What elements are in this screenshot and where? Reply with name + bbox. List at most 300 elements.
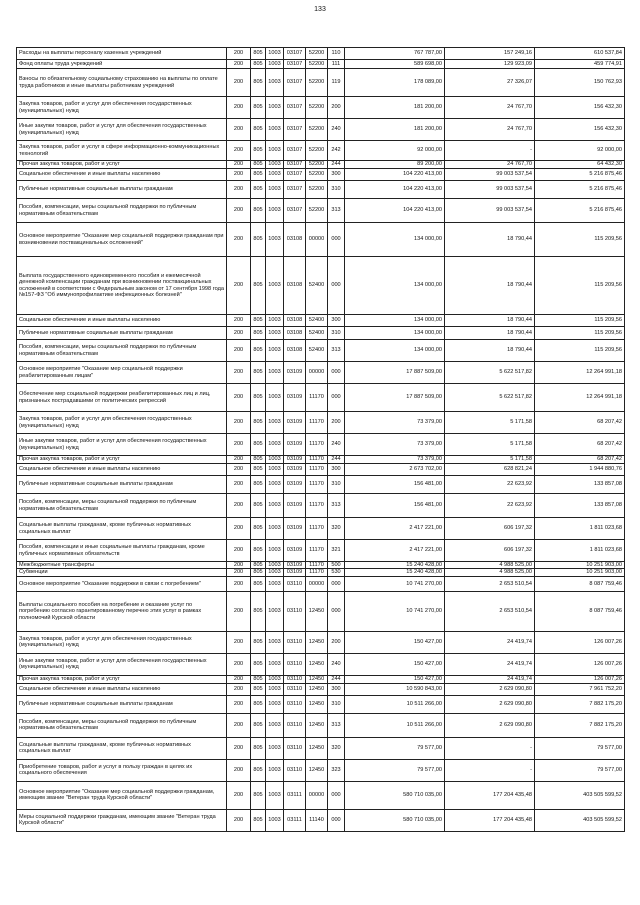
- expense-type-cell: 119: [328, 69, 345, 97]
- subsection-code-cell: 1003: [266, 653, 284, 675]
- remaining-amount-cell: 156 432,30: [535, 119, 625, 141]
- table-row: [17, 464, 625, 476]
- direction-code-cell: 52200: [306, 161, 328, 169]
- row-name-cell: Пособия, компенсации и иные социальные выплаты гражданам, кроме публичных нормативных обязательств: [17, 540, 227, 562]
- executed-amount-cell: 99 003 537,54: [445, 181, 535, 199]
- approved-amount-cell: 150 427,00: [345, 653, 445, 675]
- direction-code-cell: 12450: [306, 675, 328, 683]
- expense-type-cell: 000: [328, 781, 345, 809]
- remaining-amount-cell: 126 007,26: [535, 631, 625, 653]
- remaining-amount-cell: 403 505 599,52: [535, 781, 625, 809]
- approved-amount-cell: 17 887 509,00: [345, 384, 445, 412]
- table-row: [17, 737, 625, 759]
- direction-code-cell: 00000: [306, 223, 328, 257]
- remaining-amount-cell: 459 774,91: [535, 60, 625, 69]
- table-row: [17, 327, 625, 340]
- remaining-amount-cell: 126 007,26: [535, 653, 625, 675]
- remaining-amount-cell: 79 577,00: [535, 737, 625, 759]
- subsection-code-cell: 1003: [266, 518, 284, 540]
- expense-type-cell: 313: [328, 199, 345, 223]
- executed-amount-cell: 22 623,92: [445, 476, 535, 494]
- admin-code-cell: 200: [227, 631, 251, 653]
- approved-amount-cell: 10 741 270,00: [345, 591, 445, 631]
- program-code-cell: 03110: [284, 591, 306, 631]
- admin-code-cell: 200: [227, 653, 251, 675]
- direction-code-cell: 11170: [306, 476, 328, 494]
- admin-code-cell: 200: [227, 384, 251, 412]
- approved-amount-cell: 767 787,00: [345, 48, 445, 60]
- admin-code-cell: 200: [227, 540, 251, 562]
- section-code-cell: 805: [251, 591, 266, 631]
- row-name-cell: Прочая закупка товаров, работ и услуг: [17, 161, 227, 169]
- program-code-cell: 03107: [284, 161, 306, 169]
- subsection-code-cell: 1003: [266, 48, 284, 60]
- section-code-cell: 805: [251, 119, 266, 141]
- table-row: [17, 653, 625, 675]
- remaining-amount-cell: 115 209,56: [535, 315, 625, 327]
- subsection-code-cell: 1003: [266, 169, 284, 181]
- row-name-cell: Социальные выплаты гражданам, кроме публичных нормативных социальных выплат: [17, 737, 227, 759]
- table-row: [17, 476, 625, 494]
- expense-type-cell: 321: [328, 540, 345, 562]
- expense-type-cell: 310: [328, 181, 345, 199]
- program-code-cell: 03107: [284, 199, 306, 223]
- row-name-cell: Прочая закупка товаров, работ и услуг: [17, 675, 227, 683]
- subsection-code-cell: 1003: [266, 60, 284, 69]
- admin-code-cell: 200: [227, 518, 251, 540]
- direction-code-cell: 52200: [306, 169, 328, 181]
- section-code-cell: 805: [251, 476, 266, 494]
- table-row: [17, 97, 625, 119]
- remaining-amount-cell: 5 216 875,46: [535, 169, 625, 181]
- table-row: [17, 412, 625, 434]
- program-code-cell: 03108: [284, 257, 306, 315]
- table-row: [17, 576, 625, 591]
- executed-amount-cell: 5 171,58: [445, 434, 535, 456]
- approved-amount-cell: 17 887 509,00: [345, 362, 445, 384]
- section-code-cell: 805: [251, 199, 266, 223]
- executed-amount-cell: 99 003 537,54: [445, 199, 535, 223]
- direction-code-cell: 12450: [306, 631, 328, 653]
- admin-code-cell: 200: [227, 362, 251, 384]
- table-row: [17, 540, 625, 562]
- expense-type-cell: 111: [328, 60, 345, 69]
- approved-amount-cell: 10 590 843,00: [345, 683, 445, 695]
- direction-code-cell: 52200: [306, 141, 328, 161]
- program-code-cell: 03109: [284, 562, 306, 569]
- row-name-cell: Межбюджетные трансферты: [17, 562, 227, 569]
- executed-amount-cell: 24 419,74: [445, 675, 535, 683]
- program-code-cell: 03110: [284, 695, 306, 713]
- row-name-cell: Публичные нормативные социальные выплаты гражданам: [17, 327, 227, 340]
- admin-code-cell: 200: [227, 456, 251, 464]
- admin-code-cell: 200: [227, 60, 251, 69]
- row-name-cell: Основное мероприятие "Оказание поддержки в связи с погребением": [17, 576, 227, 591]
- executed-amount-cell: 22 623,92: [445, 494, 535, 518]
- remaining-amount-cell: 10 251 903,00: [535, 569, 625, 576]
- program-code-cell: 03110: [284, 631, 306, 653]
- executed-amount-cell: 5 622 517,82: [445, 384, 535, 412]
- table-row: [17, 683, 625, 695]
- section-code-cell: 805: [251, 631, 266, 653]
- approved-amount-cell: 134 000,00: [345, 340, 445, 362]
- table-row: [17, 362, 625, 384]
- subsection-code-cell: 1003: [266, 69, 284, 97]
- section-code-cell: 805: [251, 141, 266, 161]
- remaining-amount-cell: 1 811 023,68: [535, 518, 625, 540]
- row-name-cell: Приобретение товаров, работ и услуг в пользу граждан в целях их социального обеспечения: [17, 759, 227, 781]
- table-row: [17, 340, 625, 362]
- executed-amount-cell: 628 821,24: [445, 464, 535, 476]
- subsection-code-cell: 1003: [266, 759, 284, 781]
- admin-code-cell: 200: [227, 591, 251, 631]
- approved-amount-cell: 134 000,00: [345, 257, 445, 315]
- direction-code-cell: 00000: [306, 576, 328, 591]
- section-code-cell: 805: [251, 675, 266, 683]
- executed-amount-cell: 2 653 510,54: [445, 576, 535, 591]
- direction-code-cell: 00000: [306, 781, 328, 809]
- budget-table-body: [17, 48, 625, 832]
- direction-code-cell: 00000: [306, 362, 328, 384]
- program-code-cell: 03107: [284, 97, 306, 119]
- program-code-cell: 03109: [284, 540, 306, 562]
- section-code-cell: 805: [251, 464, 266, 476]
- section-code-cell: 805: [251, 569, 266, 576]
- section-code-cell: 805: [251, 737, 266, 759]
- row-name-cell: Основное мероприятие "Оказание мер социальной поддержки гражданам при возникновении поствакцинальных осложнений": [17, 223, 227, 257]
- approved-amount-cell: 580 710 035,00: [345, 809, 445, 831]
- expense-type-cell: 200: [328, 412, 345, 434]
- subsection-code-cell: 1003: [266, 713, 284, 737]
- executed-amount-cell: 4 988 525,00: [445, 562, 535, 569]
- approved-amount-cell: 89 200,00: [345, 161, 445, 169]
- approved-amount-cell: 15 240 428,00: [345, 569, 445, 576]
- subsection-code-cell: 1003: [266, 569, 284, 576]
- subsection-code-cell: 1003: [266, 97, 284, 119]
- remaining-amount-cell: 68 207,42: [535, 434, 625, 456]
- program-code-cell: 03110: [284, 737, 306, 759]
- remaining-amount-cell: 1 944 880,76: [535, 464, 625, 476]
- approved-amount-cell: 134 000,00: [345, 327, 445, 340]
- approved-amount-cell: 73 379,00: [345, 434, 445, 456]
- table-row: [17, 384, 625, 412]
- table-row: [17, 562, 625, 569]
- approved-amount-cell: 134 000,00: [345, 315, 445, 327]
- executed-amount-cell: 177 204 435,48: [445, 809, 535, 831]
- executed-amount-cell: -: [445, 737, 535, 759]
- program-code-cell: 03108: [284, 340, 306, 362]
- subsection-code-cell: 1003: [266, 384, 284, 412]
- expense-type-cell: 244: [328, 161, 345, 169]
- table-row: [17, 781, 625, 809]
- admin-code-cell: 200: [227, 494, 251, 518]
- table-row: [17, 494, 625, 518]
- program-code-cell: 03108: [284, 223, 306, 257]
- executed-amount-cell: 5 622 517,82: [445, 362, 535, 384]
- direction-code-cell: 11170: [306, 562, 328, 569]
- program-code-cell: 03110: [284, 675, 306, 683]
- admin-code-cell: 200: [227, 464, 251, 476]
- section-code-cell: 805: [251, 60, 266, 69]
- table-row: [17, 119, 625, 141]
- row-name-cell: Иные закупки товаров, работ и услуг для обеспечения государственных (муниципальных) нужд: [17, 434, 227, 456]
- admin-code-cell: 200: [227, 434, 251, 456]
- executed-amount-cell: 24 767,70: [445, 97, 535, 119]
- executed-amount-cell: 18 790,44: [445, 257, 535, 315]
- row-name-cell: Социальное обеспечение и иные выплаты населению: [17, 464, 227, 476]
- direction-code-cell: 52200: [306, 97, 328, 119]
- table-row: [17, 199, 625, 223]
- expense-type-cell: 000: [328, 809, 345, 831]
- row-name-cell: Закупка товаров, работ и услуг для обеспечения государственных (муниципальных) нужд: [17, 631, 227, 653]
- executed-amount-cell: 606 197,32: [445, 518, 535, 540]
- program-code-cell: 03107: [284, 48, 306, 60]
- program-code-cell: 03108: [284, 327, 306, 340]
- subsection-code-cell: 1003: [266, 540, 284, 562]
- direction-code-cell: 12450: [306, 713, 328, 737]
- expense-type-cell: 530: [328, 569, 345, 576]
- admin-code-cell: 200: [227, 69, 251, 97]
- admin-code-cell: 200: [227, 257, 251, 315]
- executed-amount-cell: 129 923,09: [445, 60, 535, 69]
- section-code-cell: 805: [251, 518, 266, 540]
- approved-amount-cell: 104 220 413,00: [345, 181, 445, 199]
- direction-code-cell: 52200: [306, 48, 328, 60]
- admin-code-cell: 200: [227, 809, 251, 831]
- section-code-cell: 805: [251, 540, 266, 562]
- expense-type-cell: 000: [328, 257, 345, 315]
- table-row: [17, 713, 625, 737]
- section-code-cell: 805: [251, 781, 266, 809]
- section-code-cell: 805: [251, 412, 266, 434]
- expense-type-cell: 313: [328, 340, 345, 362]
- expense-type-cell: 110: [328, 48, 345, 60]
- approved-amount-cell: 2 673 702,00: [345, 464, 445, 476]
- subsection-code-cell: 1003: [266, 199, 284, 223]
- subsection-code-cell: 1003: [266, 456, 284, 464]
- row-name-cell: Пособия, компенсации, меры социальной поддержки по публичным нормативным обязательствам: [17, 713, 227, 737]
- subsection-code-cell: 1003: [266, 362, 284, 384]
- program-code-cell: 03109: [284, 569, 306, 576]
- expense-type-cell: 240: [328, 119, 345, 141]
- subsection-code-cell: 1003: [266, 695, 284, 713]
- section-code-cell: 805: [251, 327, 266, 340]
- admin-code-cell: 200: [227, 119, 251, 141]
- remaining-amount-cell: 7 882 175,20: [535, 695, 625, 713]
- approved-amount-cell: 150 427,00: [345, 675, 445, 683]
- expense-type-cell: 310: [328, 695, 345, 713]
- row-name-cell: Основное мероприятие "Оказание мер социальной поддержки гражданам, имеющим звание "Ветеран труда Курской области": [17, 781, 227, 809]
- row-name-cell: Взносы по обязательному социальному страхованию на выплаты по оплате труда работников и иные выплаты работникам учреждений: [17, 69, 227, 97]
- section-code-cell: 805: [251, 653, 266, 675]
- row-name-cell: Пособия, компенсации, меры социальной поддержки по публичным нормативным обязательствам: [17, 199, 227, 223]
- table-row: [17, 60, 625, 69]
- program-code-cell: 03110: [284, 576, 306, 591]
- admin-code-cell: 200: [227, 327, 251, 340]
- admin-code-cell: 200: [227, 97, 251, 119]
- program-code-cell: 03111: [284, 809, 306, 831]
- section-code-cell: 805: [251, 48, 266, 60]
- approved-amount-cell: 10 741 270,00: [345, 576, 445, 591]
- expense-type-cell: 200: [328, 97, 345, 119]
- remaining-amount-cell: 8 087 759,46: [535, 576, 625, 591]
- table-row: [17, 591, 625, 631]
- approved-amount-cell: 79 577,00: [345, 759, 445, 781]
- approved-amount-cell: 181 200,00: [345, 119, 445, 141]
- table-row: [17, 434, 625, 456]
- admin-code-cell: 200: [227, 562, 251, 569]
- table-row: [17, 69, 625, 97]
- section-code-cell: 805: [251, 340, 266, 362]
- section-code-cell: 805: [251, 181, 266, 199]
- admin-code-cell: 200: [227, 169, 251, 181]
- subsection-code-cell: 1003: [266, 737, 284, 759]
- executed-amount-cell: 24 767,70: [445, 161, 535, 169]
- executed-amount-cell: 4 988 525,00: [445, 569, 535, 576]
- expense-type-cell: 000: [328, 591, 345, 631]
- remaining-amount-cell: 156 432,30: [535, 97, 625, 119]
- subsection-code-cell: 1003: [266, 476, 284, 494]
- remaining-amount-cell: 610 537,84: [535, 48, 625, 60]
- section-code-cell: 805: [251, 494, 266, 518]
- direction-code-cell: 12450: [306, 653, 328, 675]
- program-code-cell: 03109: [284, 434, 306, 456]
- table-row: [17, 257, 625, 315]
- expense-type-cell: 240: [328, 653, 345, 675]
- direction-code-cell: 11170: [306, 494, 328, 518]
- subsection-code-cell: 1003: [266, 494, 284, 518]
- row-name-cell: Закупка товаров, работ и услуг в сфере информационно-коммуникационных технологий: [17, 141, 227, 161]
- subsection-code-cell: 1003: [266, 119, 284, 141]
- approved-amount-cell: 589 698,00: [345, 60, 445, 69]
- section-code-cell: 805: [251, 695, 266, 713]
- subsection-code-cell: 1003: [266, 161, 284, 169]
- table-row: [17, 315, 625, 327]
- subsection-code-cell: 1003: [266, 562, 284, 569]
- subsection-code-cell: 1003: [266, 591, 284, 631]
- table-row: [17, 809, 625, 831]
- row-name-cell: Социальное обеспечение и иные выплаты населению: [17, 683, 227, 695]
- executed-amount-cell: 18 790,44: [445, 223, 535, 257]
- expense-type-cell: 244: [328, 675, 345, 683]
- direction-code-cell: 12450: [306, 695, 328, 713]
- approved-amount-cell: 79 577,00: [345, 737, 445, 759]
- direction-code-cell: 11140: [306, 809, 328, 831]
- approved-amount-cell: 580 710 035,00: [345, 781, 445, 809]
- budget-table: [16, 47, 625, 832]
- expense-type-cell: 500: [328, 562, 345, 569]
- program-code-cell: 03109: [284, 412, 306, 434]
- direction-code-cell: 52400: [306, 315, 328, 327]
- direction-code-cell: 11170: [306, 569, 328, 576]
- remaining-amount-cell: 403 505 599,52: [535, 809, 625, 831]
- remaining-amount-cell: 133 857,08: [535, 494, 625, 518]
- subsection-code-cell: 1003: [266, 675, 284, 683]
- program-code-cell: 03107: [284, 141, 306, 161]
- subsection-code-cell: 1003: [266, 257, 284, 315]
- direction-code-cell: 52200: [306, 69, 328, 97]
- expense-type-cell: 313: [328, 494, 345, 518]
- remaining-amount-cell: 64 432,30: [535, 161, 625, 169]
- expense-type-cell: 300: [328, 464, 345, 476]
- remaining-amount-cell: 10 251 903,00: [535, 562, 625, 569]
- table-row: [17, 675, 625, 683]
- admin-code-cell: 200: [227, 141, 251, 161]
- expense-type-cell: 242: [328, 141, 345, 161]
- approved-amount-cell: 15 240 428,00: [345, 562, 445, 569]
- row-name-cell: Закупка товаров, работ и услуг для обеспечения государственных (муниципальных) нужд: [17, 412, 227, 434]
- subsection-code-cell: 1003: [266, 576, 284, 591]
- executed-amount-cell: 2 629 090,80: [445, 695, 535, 713]
- row-name-cell: Меры социальной поддержки гражданам, имеющим звание "Ветеран труда Курской области": [17, 809, 227, 831]
- direction-code-cell: 52400: [306, 327, 328, 340]
- section-code-cell: 805: [251, 759, 266, 781]
- admin-code-cell: 200: [227, 223, 251, 257]
- approved-amount-cell: 10 511 266,00: [345, 695, 445, 713]
- remaining-amount-cell: 7 882 175,20: [535, 713, 625, 737]
- direction-code-cell: 11170: [306, 412, 328, 434]
- table-row: [17, 631, 625, 653]
- expense-type-cell: 000: [328, 362, 345, 384]
- subsection-code-cell: 1003: [266, 781, 284, 809]
- executed-amount-cell: 18 790,44: [445, 315, 535, 327]
- program-code-cell: 03107: [284, 60, 306, 69]
- row-name-cell: Расходы на выплаты персоналу казенных учреждений: [17, 48, 227, 60]
- executed-amount-cell: 24 419,74: [445, 631, 535, 653]
- admin-code-cell: 200: [227, 713, 251, 737]
- program-code-cell: 03109: [284, 456, 306, 464]
- table-row: [17, 181, 625, 199]
- admin-code-cell: 200: [227, 569, 251, 576]
- program-code-cell: 03107: [284, 119, 306, 141]
- executed-amount-cell: 99 003 537,54: [445, 169, 535, 181]
- expense-type-cell: 323: [328, 759, 345, 781]
- admin-code-cell: 200: [227, 781, 251, 809]
- subsection-code-cell: 1003: [266, 223, 284, 257]
- approved-amount-cell: 156 481,00: [345, 494, 445, 518]
- expense-type-cell: 310: [328, 327, 345, 340]
- program-code-cell: 03111: [284, 781, 306, 809]
- row-name-cell: Фонд оплаты труда учреждений: [17, 60, 227, 69]
- remaining-amount-cell: 115 209,56: [535, 340, 625, 362]
- executed-amount-cell: 2 629 090,80: [445, 683, 535, 695]
- program-code-cell: 03107: [284, 69, 306, 97]
- executed-amount-cell: 18 790,44: [445, 327, 535, 340]
- expense-type-cell: 300: [328, 683, 345, 695]
- executed-amount-cell: 18 790,44: [445, 340, 535, 362]
- row-name-cell: Социальное обеспечение и иные выплаты населению: [17, 315, 227, 327]
- program-code-cell: 03110: [284, 653, 306, 675]
- direction-code-cell: 52200: [306, 60, 328, 69]
- remaining-amount-cell: 5 216 875,46: [535, 181, 625, 199]
- program-code-cell: 03109: [284, 494, 306, 518]
- section-code-cell: 805: [251, 169, 266, 181]
- direction-code-cell: 12450: [306, 591, 328, 631]
- program-code-cell: 03109: [284, 362, 306, 384]
- direction-code-cell: 52200: [306, 199, 328, 223]
- approved-amount-cell: 150 427,00: [345, 631, 445, 653]
- table-row: [17, 141, 625, 161]
- program-code-cell: 03109: [284, 476, 306, 494]
- remaining-amount-cell: 12 264 991,18: [535, 384, 625, 412]
- subsection-code-cell: 1003: [266, 340, 284, 362]
- program-code-cell: 03109: [284, 464, 306, 476]
- program-code-cell: 03109: [284, 384, 306, 412]
- remaining-amount-cell: 115 209,56: [535, 327, 625, 340]
- table-row: [17, 518, 625, 540]
- executed-amount-cell: 24 419,74: [445, 653, 535, 675]
- remaining-amount-cell: 68 207,42: [535, 456, 625, 464]
